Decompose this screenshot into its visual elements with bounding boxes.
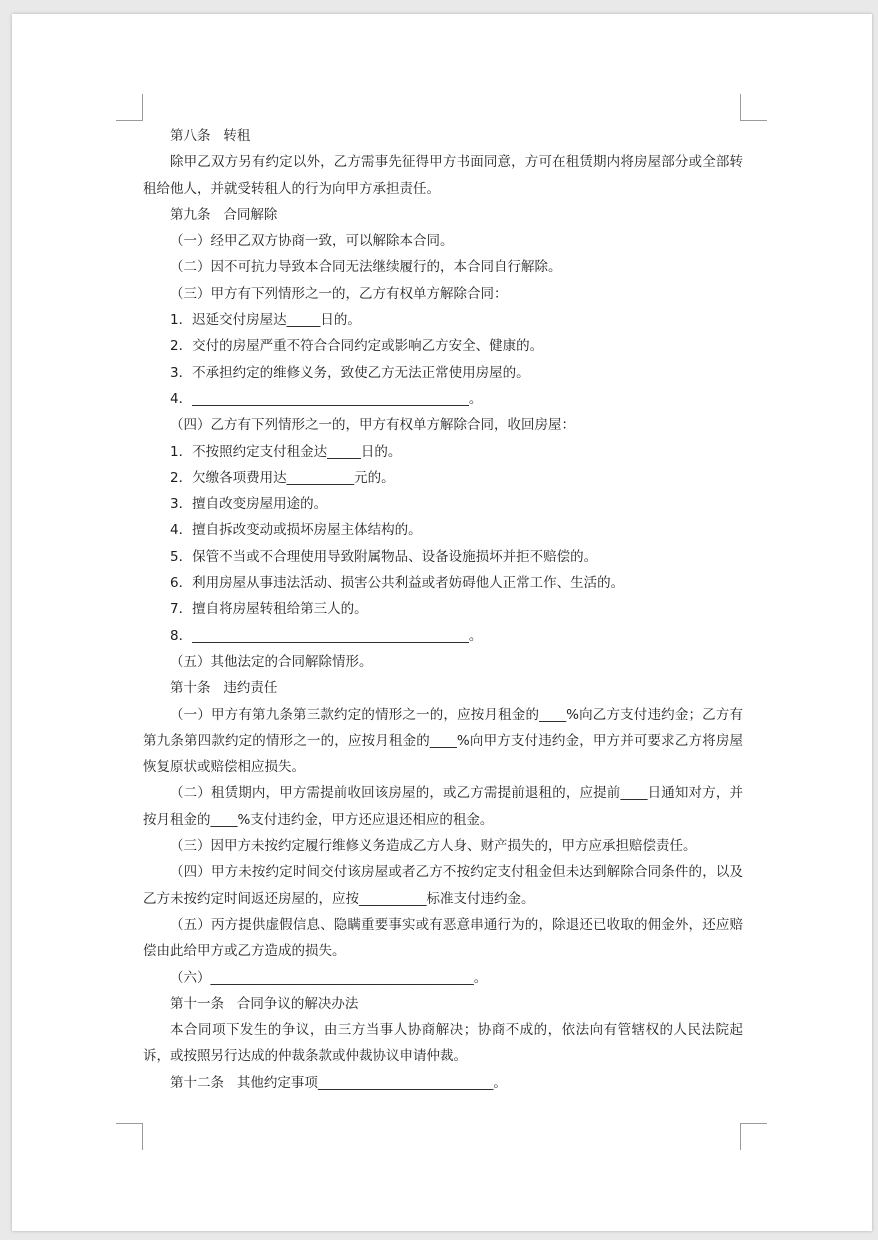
- margin-mark-bottom-left: [116, 1123, 143, 1150]
- list-item: 2．欠缴各项费用达__________元的。: [170, 469, 395, 486]
- clause: （四）乙方有下列情形之一的，甲方有权单方解除合同，收回房屋：: [170, 417, 575, 434]
- list-item: 7．擅自将房屋转租给第三人的。: [170, 601, 368, 618]
- list-item: 3．不承担约定的维修义务，致使乙方无法正常使用房屋的。: [170, 364, 530, 381]
- clause: （三）甲方有下列情形之一的，乙方有权单方解除合同：: [170, 285, 508, 302]
- list-item: 2．交付的房屋严重不符合合同约定或影响乙方安全、健康的。: [170, 338, 544, 355]
- clause: （二）因不可抗力导致本合同无法继续履行的，本合同自行解除。: [170, 259, 562, 276]
- list-item: 1．不按照约定支付租金达_____日的。: [170, 443, 402, 460]
- margin-mark-top-right: [740, 94, 767, 121]
- heading-article-8: 第八条 转租: [170, 128, 251, 144]
- list-item: 6．利用房屋从事违法活动、损害公共利益或者妨碍他人正常工作、生活的。: [170, 575, 625, 592]
- list-item: 3．擅自改变房屋用途的。: [170, 496, 328, 513]
- clause: （五）其他法定的合同解除情形。: [170, 653, 373, 670]
- list-item: 5．保管不当或不合理使用导致附属物品、设备设施损坏并拒不赔偿的。: [170, 548, 598, 565]
- list-item: 8．_________________________________________。: [170, 627, 483, 644]
- margin-mark-top-left: [116, 94, 143, 121]
- clause: （四）甲方未按约定时间交付该房屋或者乙方不按约定支付租金但未达到解除合同条件的，以及乙方未按约定时间返还房屋的，应按__________标准支付违约金。: [143, 864, 743, 907]
- paragraph: 本合同项下发生的争议，由三方当事人协商解决；协商不成的，依法向有管辖权的人民法院起诉，或按照另行达成的仲裁条款或仲裁协议申请仲裁。: [143, 1022, 743, 1065]
- margin-mark-bottom-right: [740, 1123, 767, 1150]
- heading-article-10: 第十条 违约责任: [170, 680, 278, 697]
- clause: （二）租赁期内，甲方需提前收回该房屋的，或乙方需提前退租的，应提前____日通知对方，并按月租金的____%支付违约金，甲方还应退还相应的租金。: [143, 785, 743, 828]
- heading-article-11: 第十一条 合同争议的解决办法: [170, 995, 359, 1012]
- list-item: 1．迟延交付房屋达_____日的。: [170, 312, 361, 329]
- list-item: 4．擅自拆改变动或损坏房屋主体结构的。: [170, 522, 422, 539]
- document-body[interactable]: [143, 123, 743, 1096]
- paragraph: 除甲乙双方另有约定以外，乙方需事先征得甲方书面同意，方可在租赁期内将房屋部分或全部转租给他人，并就受转租人的行为向甲方承担责任。: [143, 154, 743, 197]
- heading-article-12: 第十二条 其他约定事项__________________________。: [170, 1074, 507, 1091]
- clause: （六）_______________________________________。: [170, 969, 488, 986]
- heading-article-9: 第九条 合同解除: [170, 206, 278, 223]
- clause: （一）甲方有第九条第三款约定的情形之一的，应按月租金的____%向乙方支付违约金；乙方有第九条第四款约定的情形之一的，应按月租金的____%向甲方支付违约金，甲方并可要求乙方将房屋恢复原状或赔偿相应损失。: [143, 706, 743, 776]
- list-item: 4．_________________________________________。: [170, 390, 483, 407]
- clause: （一）经甲乙双方协商一致，可以解除本合同。: [170, 233, 454, 250]
- clause: （三）因甲方未按约定履行维修义务造成乙方人身、财产损失的，甲方应承担赔偿责任。: [170, 838, 697, 855]
- document-page: [12, 14, 872, 1231]
- clause: （五）丙方提供虚假信息、隐瞒重要事实或有恶意串通行为的，除退还已收取的佣金外，还应赔偿由此给甲方或乙方造成的损失。: [143, 916, 743, 960]
